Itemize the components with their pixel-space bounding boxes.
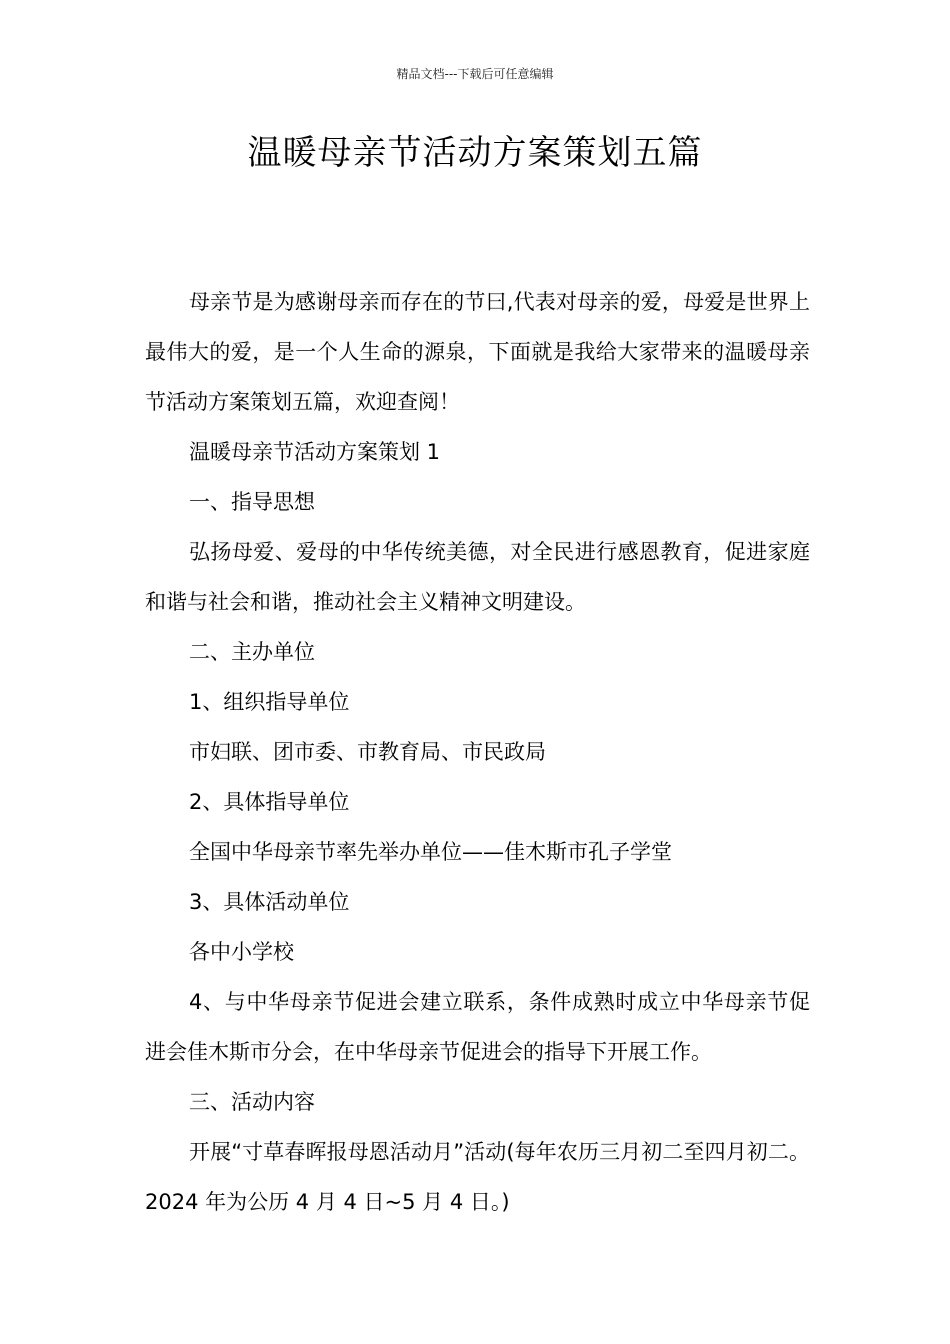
- section-title: 温暖母亲节活动方案策划 1: [189, 440, 441, 464]
- header-note: 精品文档---下载后可任意编辑: [396, 67, 554, 81]
- item-organizing-unit: 1、组织指导单位: [189, 690, 350, 714]
- item-activity-unit: 3、具体活动单位: [189, 890, 350, 914]
- item-activity-unit-value: 各中小学校: [189, 940, 294, 964]
- heading-organizers: 二、主办单位: [189, 640, 315, 664]
- document-title: 温暖母亲节活动方案策划五篇: [247, 133, 703, 173]
- activity-content-paragraph: 开展“寸草春晖报母恩活动月”活动(每年农历三月初二至四月初二。2024 年为公历 4 月 4 日~5 月 4 日。): [145, 1140, 810, 1214]
- heading-guiding-ideology: 一、指导思想: [189, 490, 315, 514]
- heading-activity-content: 三、活动内容: [189, 1090, 315, 1114]
- item-association-paragraph: 4、与中华母亲节促进会建立联系，条件成熟时成立中华母亲节促进会佳木斯市分会，在中华母亲节促进会的指导下开展工作。: [145, 990, 810, 1064]
- item-specific-guidance-unit: 2、具体指导单位: [189, 790, 350, 814]
- document-body: [145, 277, 810, 1227]
- intro-paragraph: 母亲节是为感谢母亲而存在的节曰,代表对母亲的爱，母爱是世界上最伟大的爱，是一个人生命的源泉，下面就是我给大家带来的温暖母亲节活动方案策划五篇，欢迎查阅！: [145, 290, 810, 414]
- item-organizing-unit-value: 市妇联、团市委、市教育局、市民政局: [189, 740, 546, 764]
- item-specific-guidance-unit-value: 全国中华母亲节率先举办单位——佳木斯市孔子学堂: [189, 840, 672, 864]
- guiding-ideology-paragraph: 弘扬母爱、爱母的中华传统美德，对全民进行感恩教育，促进家庭和谐与社会和谐，推动社会主义精神文明建设。: [145, 540, 810, 614]
